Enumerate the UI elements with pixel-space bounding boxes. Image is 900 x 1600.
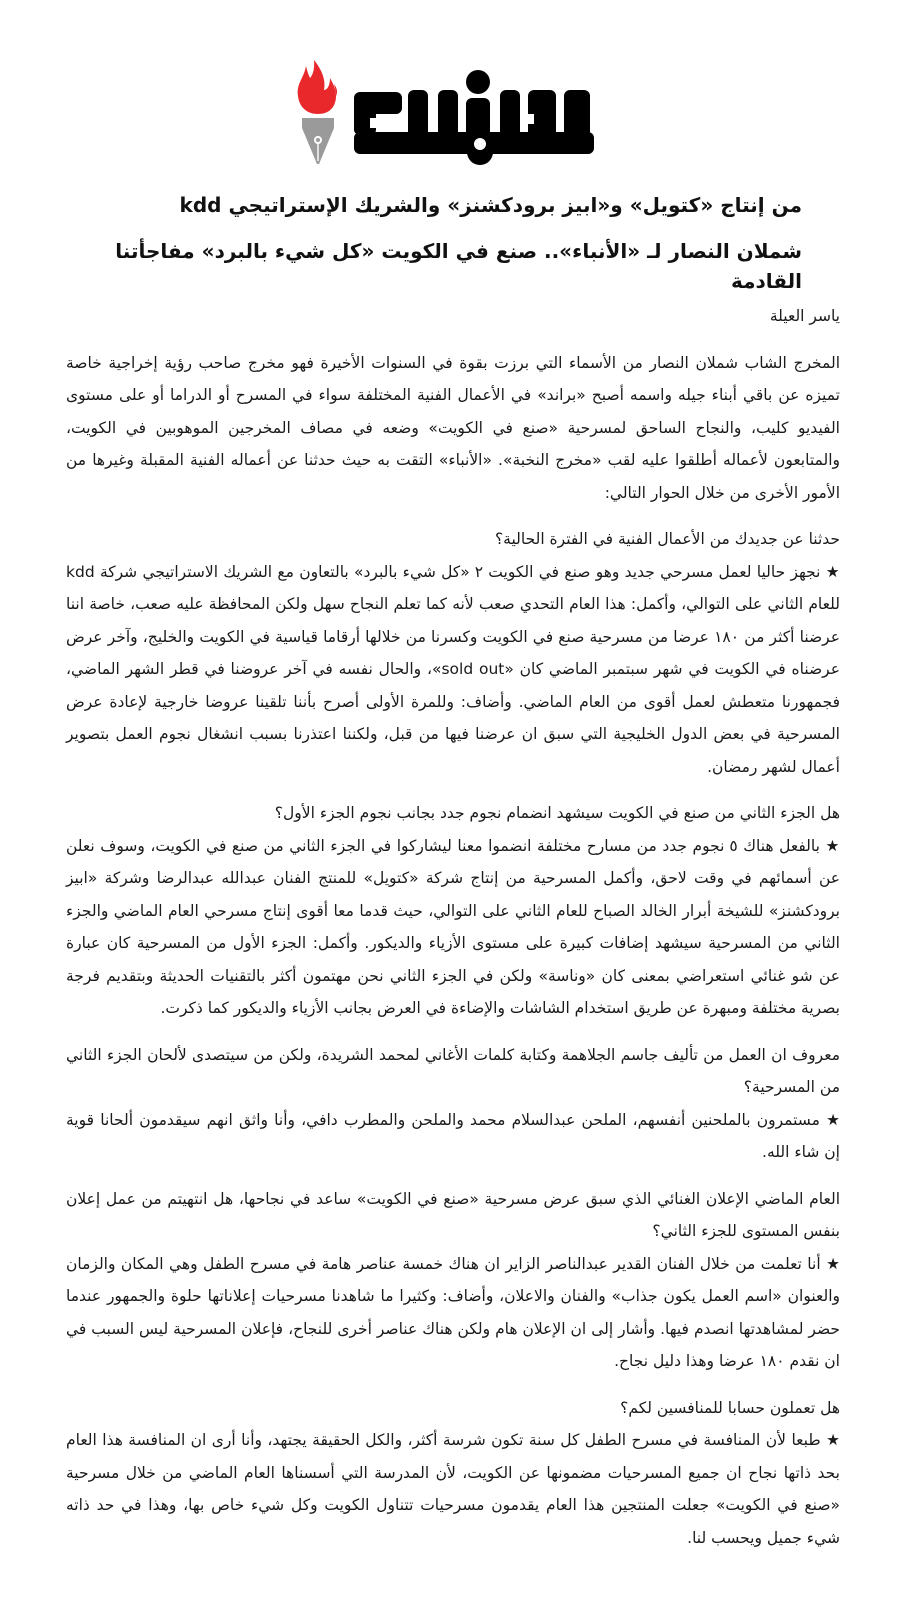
interview-answer: ★ أنا تعلمت من خلال الفنان القدير عبدالناصر الزاير ان هناك خمسة عناصر هامة في مسرح الطفل وهي المكان والزمان والعنوان «اسم العمل يكون جذاب» والفنان والاعلان، وأضاف: وكثيرا ما شاهدنا مسرحيات إعلاناتها حلوة والجمهور عندما حضر لمشاهدتها انصدم فيها. وأشار إلى ان الإعلان هام ولكن هناك عناصر أخرى للنجاح، فإعلان المسرحية ليس السبب في ان نقدم ١٨٠ عرضا وهذا دليل نجاح. — [66, 1254, 840, 1370]
interview-question: معروف ان العمل من تأليف جاسم الجلاهمة وكتابة كلمات الأغاني لمحمد الشريدة، ولكن من سيتصدى لألحان الجزء الثاني من المسرحية؟ — [66, 1045, 840, 1096]
interview-answer: ★ طبعا لأن المنافسة في مسرح الطفل كل سنة تكون شرسة أكثر، والكل الحقيقة يجتهد، وأنا أرى ان المنافسة هذا العام بحد ذاتها نجاح ان جميع المسرحيات مضمونها عن الكويت، لأن المدرسة التي أسسناها العام الماضي من خلال مسرحية «صنع في الكويت» جعلت المنتجين هذا العام يقدمون مسرحيات تتناول الكويت وكل شيء خاص بها، وهذا في حد ذاته شيء جميل ويحسب لنا. — [66, 1431, 840, 1547]
interview-question: حدثنا عن جديدك من الأعمال الفنية في الفترة الحالية؟ — [494, 530, 840, 548]
interview-question: العام الماضي الإعلان الغنائي الذي سبق عرض مسرحية «صنع في الكويت» ساعد في نجاحها، هل انتهيتم من عمل إعلان بنفس المستوى للجزء الثاني؟ — [66, 1189, 840, 1240]
interview-answer: ★ نجهز حاليا لعمل مسرحي جديد وهو صنع في الكويت ٢ «كل شيء بالبرد» بالتعاون مع الشريك الاستراتيجي شركة kdd للعام الثاني على التوالي، وأكمل: هذا العام التحدي صعب لأنه كما تعلم النجاح سهل ولكن المحافظة عليه صعب، خاصة اننا عرضنا أكثر من ١٨٠ عرضا من مسرحية صنع في الكويت وكسرنا من خلالها أرقاما قياسية في الكويت والخليج، وآخر عرض عرضناه في الكويت في شهر سبتمبر الماضي كان «sold out»، والحال نفسه في آخر عروضنا في قطر الشهر الماضي، فجمهورنا متعطش لعمل أقوى من العام الماضي. وأضاف: وللمرة الأولى أصرح بأننا تلقينا عروضا خارجية لإعادة عرض المسرحية في بعض الدول الخليجية التي سبق ان عرضنا فيها من قبل، ولكننا اعتذرنا بسبب انشغال نجوم العمل بتصوير أعمال لشهر رمضان. — [66, 562, 841, 776]
fountain-pen-nib-icon — [302, 118, 334, 164]
headline-secondary: شملان النصار لـ «الأنباء».. صنع في الكويت «كل شيء بالبرد» مفاجأتنا القادمة — [115, 239, 802, 293]
newspaper-logo — [290, 48, 600, 168]
wordmark — [354, 70, 594, 165]
headline-block — [100, 190, 802, 312]
headline-primary: من إنتاج «كتويل» و«ابيز برودكشنز» والشريك الإستراتيجي kdd — [179, 193, 802, 217]
article-intro-paragraph: المخرج الشاب شملان النصار من الأسماء التي برزت بقوة في السنوات الأخيرة فهو مخرج صاحب رؤية إخراجية خاصة تميزه عن باقي أبناء جيله واسمه أصبح «براند» في الأعمال الفنية المختلفة سواء في المسرح أو الدراما أو على مستوى الفيديو كليب، والنجاح الساحق لمسرحية «صنع في الكويت» وضعه في مصاف المخرجين الموهوبين في الكويت، والمتابعون لأعماله أطلقوا عليه لقب «مخرج النخبة». «الأنباء» التقت به حيث حدثنا عن أعماله الفنية المقبلة وغيرها من الأمور الأخرى من خلال الحوار التالي: — [66, 353, 840, 502]
interview-answer: ★ مستمرون بالملحنين أنفسهم، الملحن عبدالسلام محمد والملحن والمطرب دافي، وأنا واثق انهم سيقدمون ألحانا قوية إن شاء الله. — [66, 1110, 840, 1161]
flame-icon — [298, 60, 337, 114]
author-byline: ياسر العيلة — [769, 307, 840, 325]
interview-question: هل الجزء الثاني من صنع في الكويت سيشهد انضمام نجوم جدد بجانب نجوم الجزء الأول؟ — [274, 804, 840, 822]
alanba-logo-graphic — [290, 48, 600, 168]
interview-answer: ★ بالفعل هناك ٥ نجوم جدد من مسارح مختلفة انضموا معنا ليشاركوا في الجزء الثاني من صنع في الكويت، وسوف نعلن عن أسمائهم في وقت لاحق، وأكمل المسرحية من إنتاج شركة «كتويل» للمنتج الفنان عبدالله عبدالرضا وشركة «ابيز برودكشنز» للشيخة أبرار الخالد الصباح للعام الثاني على التوالي، حيث قدما معا أقوى إنتاج مسرحي العام الماضي والجزء الثاني من المسرحية سيشهد إضافات كبيرة على مستوى الأزياء والديكور. وأكمل: الجزء الأول من المسرحية كان عبارة عن شو غنائي استعراضي بمعنى كان «وناسة» ولكن في الجزء الثاني نحن مهتمون أكثر بالتقنيات الحديثة وبتقديم فرجة بصرية مختلفة ومبهرة عن طريق استخدام الشاشات والإضاءة في العرض بجانب الأزياء والديكور كما ذكرت. — [66, 836, 841, 1017]
article-body — [66, 300, 840, 1568]
interview-question: هل تعملون حسابا للمنافسين لكم؟ — [620, 1398, 840, 1417]
